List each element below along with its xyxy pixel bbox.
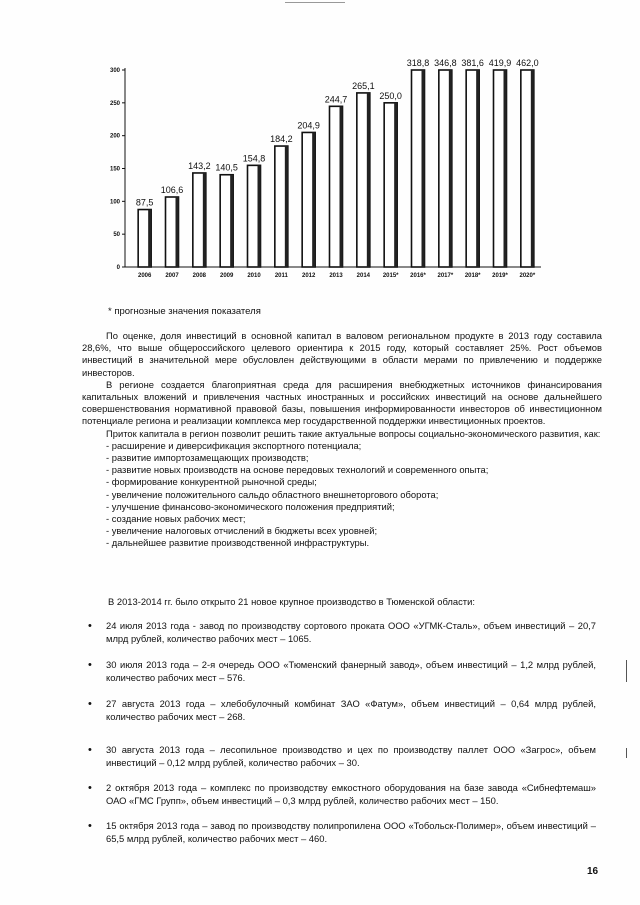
paragraph-capital-inflow: Приток капитала в регион позволит решить такие актуальные вопросы социально-экономического развития, как: (106, 427, 601, 439)
y-tick-label: 200 (109, 133, 120, 140)
x-tick-label: 2012 (301, 273, 316, 279)
bar-shade (422, 70, 425, 267)
production-item: • 24 июля 2013 года - завод по производству сортового проката ООО «УГМК-Сталь», объем инвестиций – 20,7 млрд рублей, количество рабочих мест – 1065. (88, 620, 596, 645)
x-tick-label: 2008 (192, 273, 207, 279)
productions-list-a (88, 620, 596, 724)
bar-shade (176, 197, 179, 267)
x-tick-label: 2014 (356, 273, 371, 279)
dash-item: - дальнейшее развитие производственной инфраструктуры. (106, 537, 370, 549)
scan-edge-mark (626, 748, 627, 758)
production-item: • 27 августа 2013 года – хлебобулочный комбинат ЗАО «Фатум», объем инвестиций – 0,64 млрд рублей, количество рабочих мест – 268. (88, 698, 596, 723)
x-tick-label: 2019* (492, 273, 508, 279)
bar-value-label: 346,8 (434, 58, 457, 68)
intro-new-productions: В 2013-2014 гг. было открыто 21 новое крупное производство в Тюменской области: (108, 596, 475, 607)
y-tick-label: 0 (116, 265, 120, 271)
y-tick-label: 50 (113, 232, 120, 239)
bar-shade (230, 175, 233, 267)
investment-bar-chart (105, 55, 545, 295)
bar-shade (394, 103, 397, 267)
bar-value-label: 87,5 (135, 197, 154, 208)
bar-value-label: 419,9 (488, 58, 512, 68)
production-item: • 15 октября 2013 года – завод по производству полипропилена ООО «Тобольск-Полимер», объем инвестиций – 65,5 млрд рублей, количество рабочих мест – 460. (88, 820, 596, 845)
production-item: • 2 октября 2013 года – комплекс по производству емкостного оборудования на базе завода «Сибнефтемаш» ОАО «ГМС Групп», объем инвестиций – 0,3 млрд рублей, количество рабочих мест – 150. (88, 782, 596, 807)
bar-value-label: 318,8 (406, 58, 430, 68)
bar-value-label: 154,8 (242, 153, 266, 164)
dash-item: - формирование конкурентной рыночной среды; (106, 476, 317, 488)
bar-shade (285, 146, 288, 267)
x-tick-label: 2006 (137, 273, 152, 279)
x-tick-label: 2010 (247, 273, 261, 279)
x-tick-label: 2017* (437, 273, 454, 279)
dash-item: - улучшение финансово-экономического положения предприятий; (106, 500, 395, 512)
dash-item: - развитие новых производств на основе передовых технологий и современного опыта; (106, 464, 489, 476)
bar-value-label: 143,2 (188, 160, 211, 171)
x-tick-label: 2013 (329, 273, 343, 279)
text-block (82, 330, 602, 550)
dash-item: - развитие импортозамещающих производств; (106, 452, 309, 464)
bar-value-label: 140,5 (215, 162, 238, 173)
x-tick-label: 2007 (165, 273, 179, 279)
y-tick-label: 150 (109, 166, 120, 173)
y-tick-label: 100 (109, 199, 120, 206)
x-tick-label: 2020* (519, 273, 536, 279)
x-tick-label: 2016* (410, 273, 426, 279)
scan-edge-mark (626, 660, 627, 682)
bar-value-label: 204,9 (297, 120, 320, 131)
bar-value-label: 381,6 (461, 58, 484, 68)
page-number: 16 (587, 866, 599, 877)
x-tick-label: 2011 (274, 273, 288, 279)
y-tick-label: 250 (109, 100, 120, 107)
bar-value-label: 250,0 (379, 90, 402, 101)
dash-item: - расширение и диверсификация экспортного потенциала; (106, 439, 362, 451)
paragraph-environment: В регионе создается благоприятная среда для расширения внебюджетных источников финансирования капитальных вложений и привлечения частных иностранных и российских инвестиций на основе дальнейшего совершенствования нормативной правовой базы, повышения информированности инвесторов об инвестиционном потенциале региона и реализации комплекса мер государственной поддержки инвестиционных проектов. (82, 378, 602, 427)
bar-shade (367, 93, 370, 267)
dash-item: - увеличение положительного сальдо областного внешнеторгового оборота; (106, 488, 439, 500)
x-tick-label: 2009 (219, 273, 234, 279)
x-tick-label: 2018* (464, 273, 481, 279)
bar-value-label: 462,0 (516, 58, 539, 68)
bar-shade (504, 70, 507, 267)
bar-value-label: 265,1 (352, 80, 375, 91)
production-item: • 30 июля 2013 года – 2-я очередь ООО «Тюменский фанерный завод», объем инвестиций – 1,2 млрд рублей, количество рабочих мест – 576. (88, 659, 596, 684)
x-tick-label: 2015* (382, 273, 399, 279)
dash-item: - увеличение налоговых отчислений в бюджеты всех уровней; (106, 525, 378, 537)
bar-shade (531, 70, 534, 267)
paragraph-share: По оценке, доля инвестиций в основной капитал в валовом региональном продукте в 2013 году составила 28,6%, что выше общероссийского целевого ориентира к 2015 году, который составляет 25%. Рост объемов инвестиций в значительной мере обусловлен действующими в области мерами по привлечению и поддержке инвесторов. (82, 330, 602, 378)
scan-top-line (285, 2, 345, 3)
bar-shade (148, 210, 151, 267)
bar-shade (203, 173, 206, 267)
y-tick-label: 300 (109, 68, 120, 74)
bar-value-label: 106,6 (160, 184, 184, 195)
bar-shade (258, 165, 261, 267)
bar-shade (449, 70, 452, 267)
bar-value-label: 184,2 (270, 134, 293, 145)
production-item: • 30 августа 2013 года – лесопильное производство и цех по производству паллет ООО «Загрос», объем инвестиций – 0,12 млрд рублей, количество рабочих – 30. (88, 744, 596, 769)
bar-shade (340, 106, 343, 267)
bar-shade (312, 132, 315, 267)
chart-footnote: * прогнозные значения показателя (108, 306, 261, 317)
dash-item: - создание новых рабочих мест; (106, 513, 246, 525)
bar-value-label: 244,7 (324, 94, 348, 105)
bar-shade (476, 70, 479, 267)
productions-list-b (88, 744, 596, 846)
